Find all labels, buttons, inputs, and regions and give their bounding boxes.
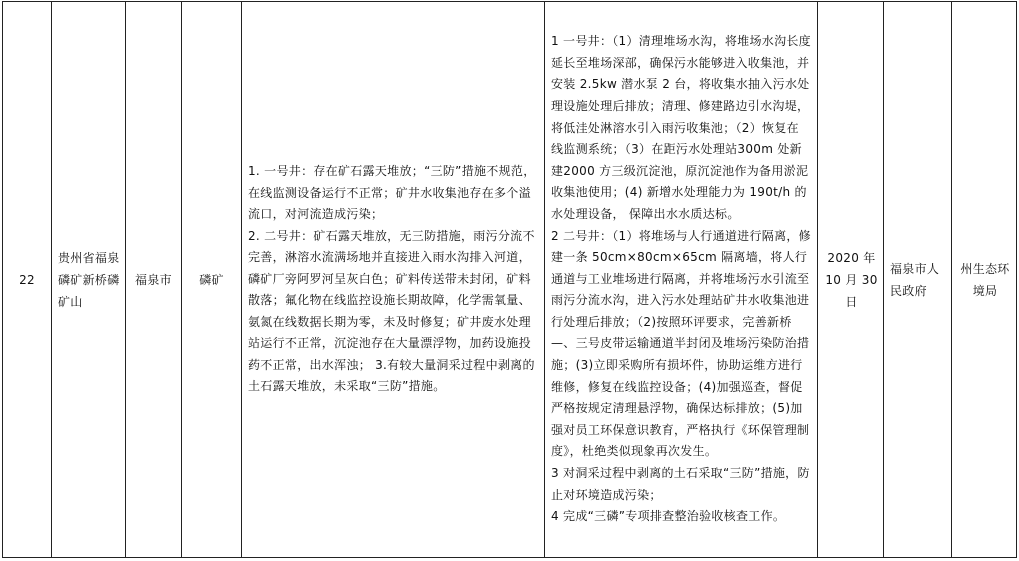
table-row xyxy=(3,2,1017,558)
mine-name-cell: 贵州省福泉磷矿新桥磷矿山 xyxy=(52,2,126,558)
problems-cell xyxy=(242,2,545,558)
problem-item: 1. 一号井：存在矿石露天堆放；“三防”措施不规范，在线监测设备运行不正常；矿井水收集池存在多个溢流口，对河流造成污染； xyxy=(248,164,536,222)
measure-item: 2 二号井：（1）将堆场与人行通道进行隔离，修建一条 50cm×80cm×65cm 隔离墙，将人行通道与工业堆场进行隔离，并将堆场污水引流至雨污分流水沟，进入污水处理站矿井水收集池进行处理后排放；（2)按照环评要求，完善新桥—、三号皮带运输通道半封闭及堆场污染防治措施；(3)立即采购所有损坏件，协助运维方进行维修，修复在线监控设备；(4)加强巡查，督促严格按规定清理悬浮物，确保达标排放；(5)加强对员工环保意识教育，严格执行《环保管理制度》，杜绝类似现象再次发生。 xyxy=(551,228,811,459)
responsible-unit-cell: 福泉市人民政府 xyxy=(884,2,952,558)
mineral-cell: 磷矿 xyxy=(182,2,242,558)
city-cell: 福泉市 xyxy=(126,2,182,558)
problem-item: 2. 二号井：矿石露天堆放，无三防措施，雨污分流不完善，淋溶水流满场地并直接进入雨水沟排入河道，磷矿厂旁阿罗河呈灰白色；矿料传送带未封闭，矿料散落；氟化物在线监控设施长期故障，化学需氧量、氨氮在线数据长期为零，未及时修复；矿井废水处理站运行不正常，沉淀池存在大量漂浮物，加药设施投药不正常，出水浑浊； 3.有较大量洞采过程中剥离的土石露天堆放，未采取“三防”措施。 xyxy=(248,228,535,394)
measure-item: 1 一号井：（1）清理堆场水沟，将堆场水沟长度延长至堆场深部，确保污水能够进入收集池，并安装 2.5kw 潜水泵 2 台，将收集水抽入污水处理设施处理后排放；清理、修建路边引水沟堤，将低洼处淋溶水引入雨污收集池；（2）恢复在线监测系统；（3）在距污水处理站300m 处新建2000 方三级沉淀池，原沉淀池作为备用淤泥收集池使用；(4) 新增水处理能力为 190t/h 的水处理设备， 保障出水水质达标。 xyxy=(551,34,811,221)
rectification-table xyxy=(2,1,1017,558)
deadline-cell: 2020 年 10 月 30 日 xyxy=(818,2,884,558)
measure-item: 4 完成“三磷”专项排查整治验收核查工作。 xyxy=(551,509,786,524)
measures-cell xyxy=(545,2,818,558)
supervising-unit-cell: 州生态环境局 xyxy=(952,2,1017,558)
measure-item: 3 对洞采过程中剥离的土石采取“三防”措施，防止对环境造成污染； xyxy=(551,466,810,502)
row-index-cell: 22 xyxy=(3,2,52,558)
